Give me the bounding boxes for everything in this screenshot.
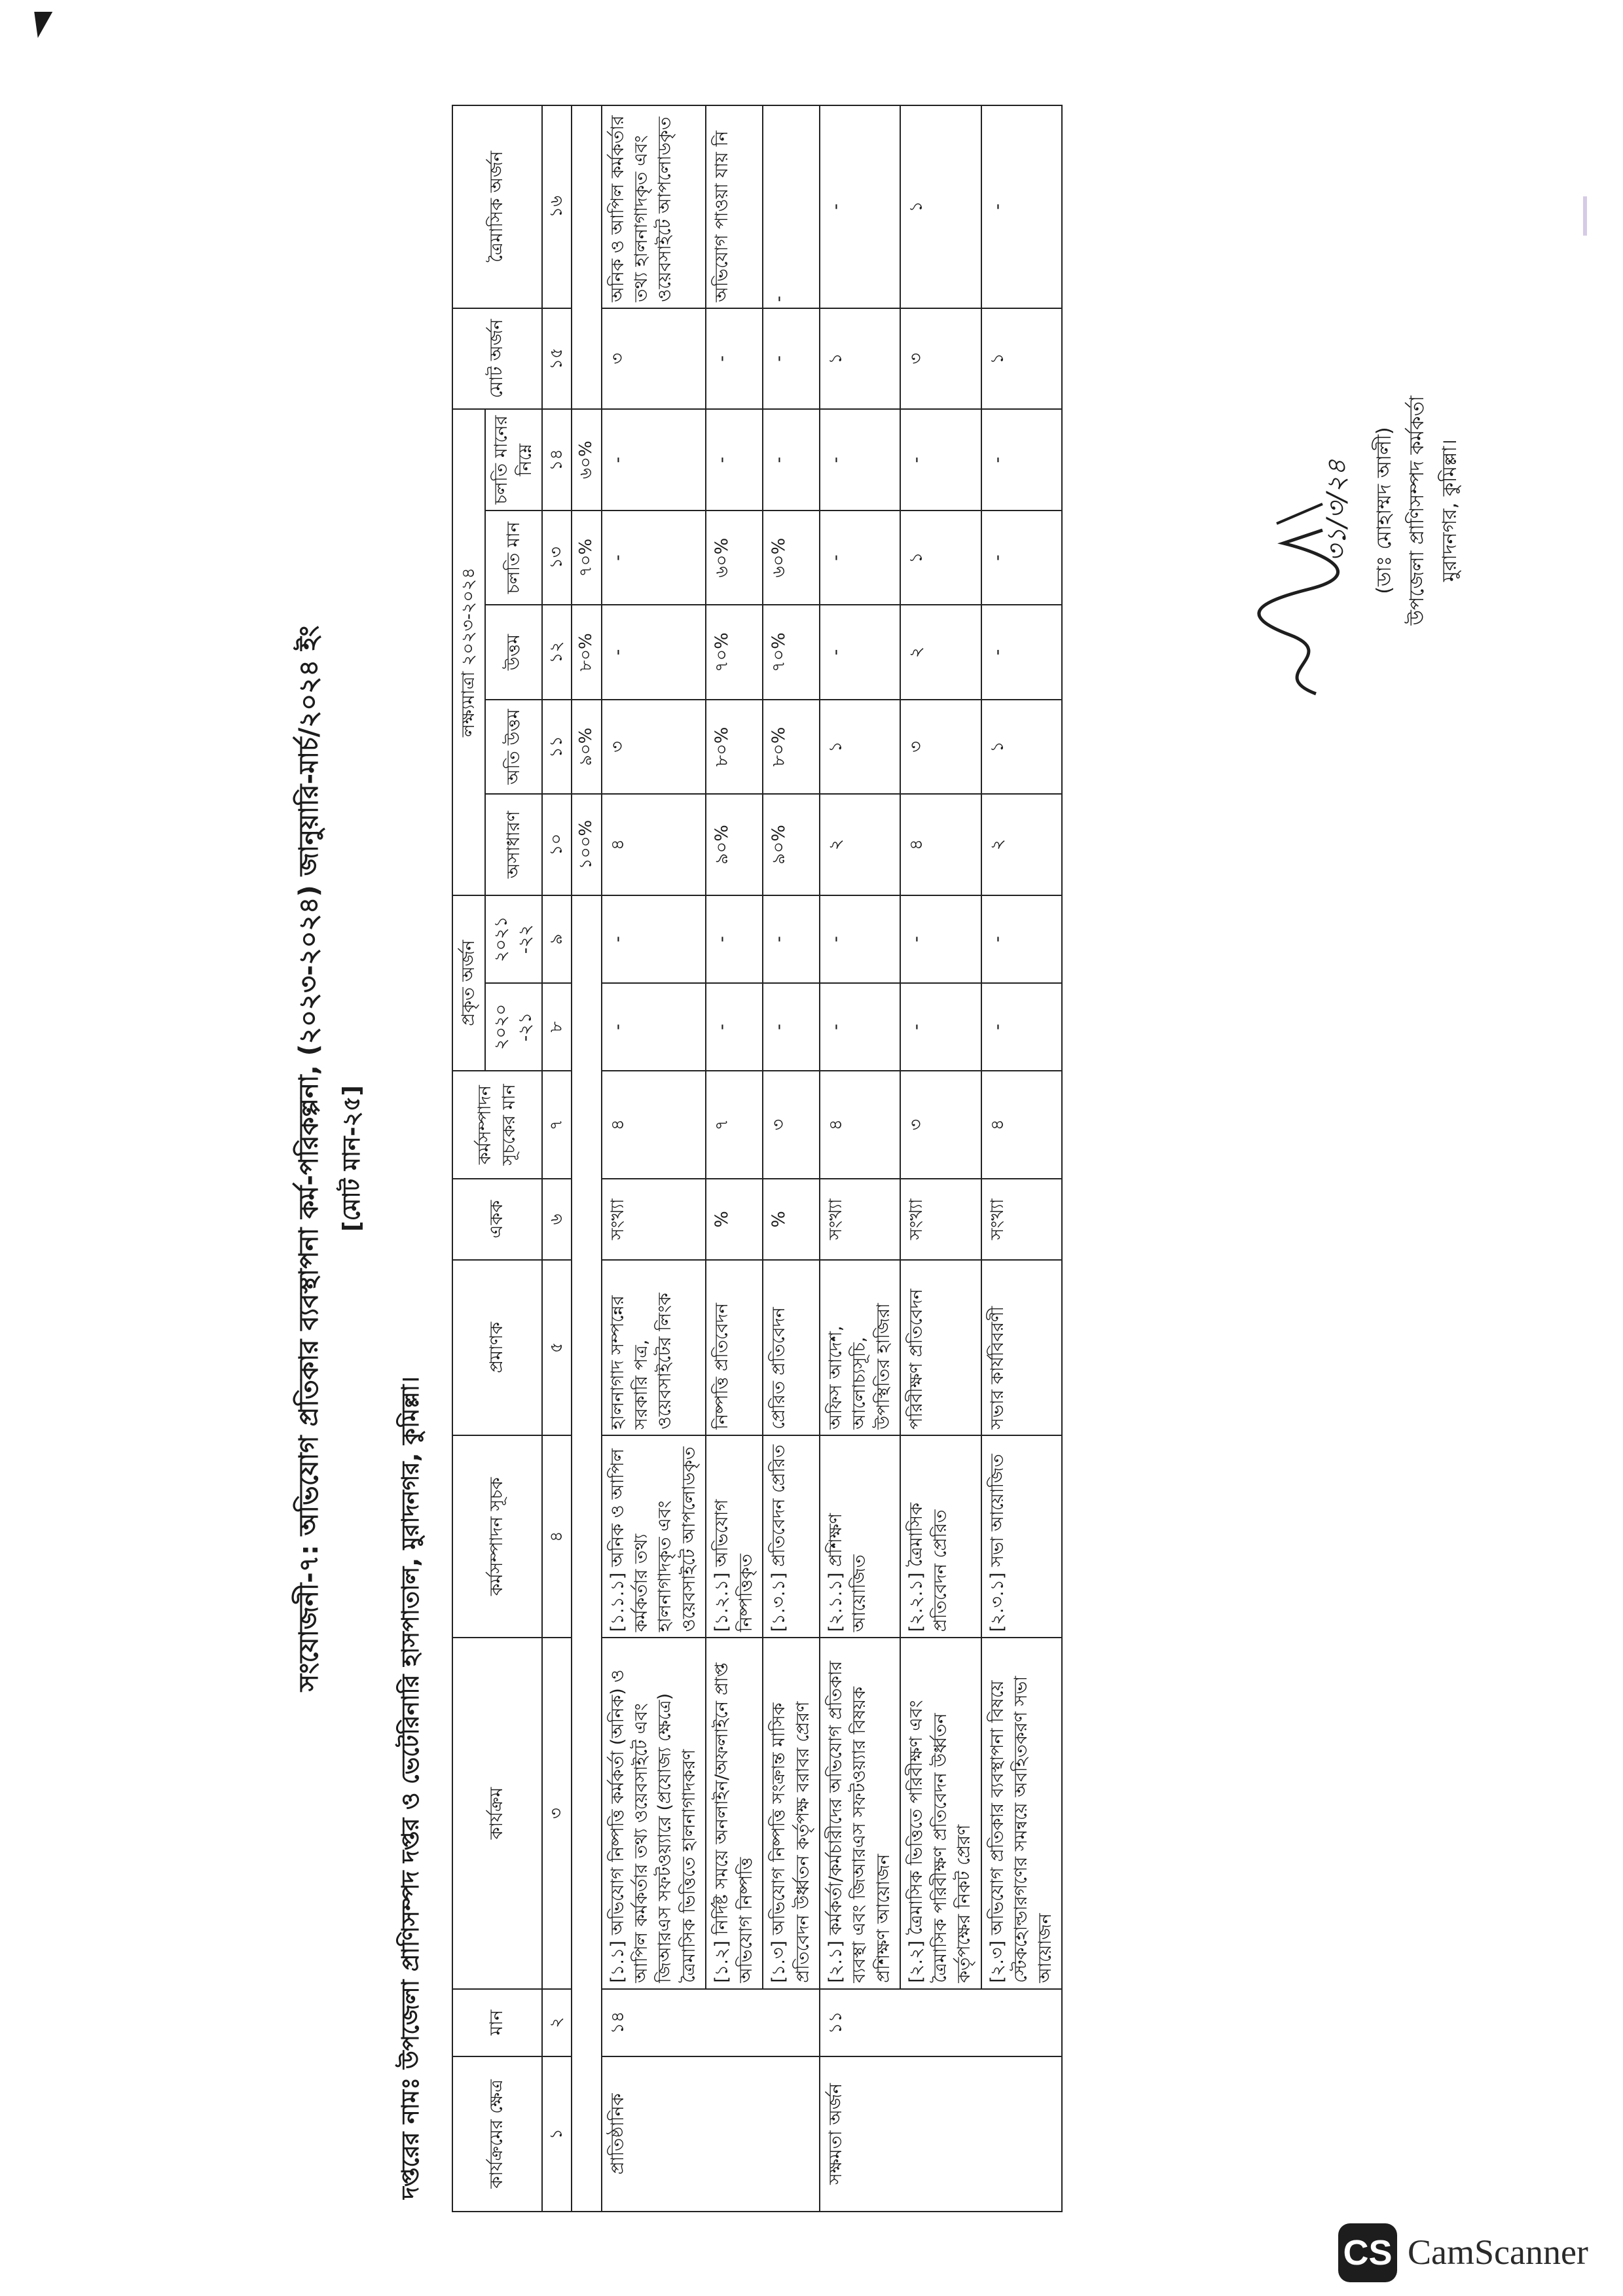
t-fair-cell: - [602, 511, 706, 605]
th-indicator: কর্মসম্পাদন সূচক [452, 1435, 542, 1638]
actual-y2-cell: - [602, 895, 706, 983]
evidence-cell: নিষ্পত্তি প্রতিবেদন [706, 1260, 763, 1435]
total-marks: [মোট মান-২৫] [338, 1085, 365, 1232]
t-very-good-cell: ১ [981, 700, 1062, 794]
t-very-good-cell: ৩ [602, 700, 706, 794]
area-mark: ১৪ [602, 1989, 820, 2056]
table-row [706, 105, 763, 2212]
th-t-very-good: অতি উত্তম [485, 700, 542, 794]
total-achieved-cell: ১ [981, 308, 1062, 410]
indicator-cell: [২.১.১] প্রশিক্ষণ আয়োজিত [820, 1435, 900, 1638]
th-area: কার্যক্রমের ক্ষেত্র [452, 2056, 542, 2212]
col-num: ৫ [542, 1260, 572, 1435]
total-achieved-cell: ১ [820, 308, 900, 410]
activity-cell: [১.২] নির্দিষ্ট সময়ে অনলাইন/অফলাইনে প্রাপ্ত অভিযোগ নিষ্পত্তি [706, 1638, 763, 1988]
t-below-cell: - [981, 409, 1062, 511]
total-achieved-cell: - [763, 308, 820, 410]
indicator-mark-cell: ৪ [981, 1071, 1062, 1179]
th-target: লক্ষ্যমাত্রা ২০২৩-২০২৪ [452, 409, 485, 895]
evidence-cell: হালনাগাদ সম্পন্নের সরকারি পত্র, ওয়েবসাইটের লিংক [602, 1260, 706, 1435]
t-fair-cell: - [981, 511, 1062, 605]
col-num: ১৬ [542, 105, 572, 308]
signatory-name: (ডাঃ মোহাম্মদ আলী) [1373, 427, 1396, 594]
th-t-excellent: অসাধারণ [485, 794, 542, 895]
actual-y1-cell: - [981, 983, 1062, 1071]
col-num: ১২ [542, 605, 572, 699]
t-below-cell: - [820, 409, 900, 511]
quarterly-cell: - [820, 105, 900, 308]
th-quarterly: ত্রৈমাসিক অর্জন [452, 105, 542, 308]
actual-y1-cell: - [602, 983, 706, 1071]
th-mark: মান [452, 1989, 542, 2056]
indicator-mark-cell: ৪ [820, 1071, 900, 1179]
action-plan-table [452, 105, 1063, 2212]
t-below-cell: - [602, 409, 706, 511]
th-evidence: প্রমাণক [452, 1260, 542, 1435]
t-good-cell: - [602, 605, 706, 699]
pct-fair: ৭০% [572, 511, 601, 605]
th-actual-y1: ২০২০ -২১ [485, 983, 542, 1071]
col-num: ১০ [542, 794, 572, 895]
t-excellent-cell: ৯০% [763, 794, 820, 895]
quarterly-cell: ১ [900, 105, 981, 308]
t-good-cell: ৭০% [763, 605, 820, 699]
indicator-cell: [২.৩.১] সভা আয়োজিত [981, 1435, 1062, 1638]
pct-excellent: ১০০% [572, 794, 601, 895]
table-row [820, 105, 900, 2212]
table-row [900, 105, 981, 2212]
actual-y1-cell: - [820, 983, 900, 1071]
t-below-cell: - [763, 409, 820, 511]
camscanner-logo-icon: CS [1338, 2223, 1397, 2282]
rotated-sheet [262, 79, 1539, 2238]
t-below-cell: - [706, 409, 763, 511]
signature-block [1231, 314, 1532, 707]
pct-very-good: ৯০% [572, 700, 601, 794]
actual-y1-cell: - [900, 983, 981, 1071]
t-below-cell: - [900, 409, 981, 511]
t-very-good-cell: ৮০% [763, 700, 820, 794]
th-t-fair: চলতি মান [485, 511, 542, 605]
col-num: ১৩ [542, 511, 572, 605]
indicator-mark-cell: ৩ [763, 1071, 820, 1179]
t-excellent-cell: ৪ [602, 794, 706, 895]
col-num: ৬ [542, 1179, 572, 1260]
evidence-cell: পরিবীক্ষণ প্রতিবেদন [900, 1260, 981, 1435]
col-num: ৩ [542, 1638, 572, 1988]
actual-y2-cell: - [763, 895, 820, 983]
signatory-designation: উপজেলা প্রাণিসম্পদ কর্মকর্তা [1406, 395, 1429, 626]
signatory-place: মুরাদনগর, কুমিল্লা। [1438, 439, 1461, 582]
camscanner-brand: CamScanner [1408, 2233, 1588, 2272]
document-title: সংযোজনী-৭: অভিযোগ প্রতিকার ব্যবস্থাপনা কর্ম-পরিকল্পনা, (২০২৩-২০২৪) জানুয়ারি-মার্চ/২০২৪ ইং [294, 625, 324, 1692]
quarterly-cell: - [981, 105, 1062, 308]
indicator-mark-cell: ৭ [706, 1071, 763, 1179]
indicator-mark-cell: ৪ [602, 1071, 706, 1179]
t-fair-cell: ১ [900, 511, 981, 605]
t-fair-cell: - [820, 511, 900, 605]
pct-good: ৮০% [572, 605, 601, 699]
col-num: ৮ [542, 983, 572, 1071]
office-name: দপ্তরের নামঃ উপজেলা প্রাণিসম্পদ দপ্তর ও ভেটেরিনারি হাসপাতাল, মুরাদনগর, কুমিল্লা। [397, 1376, 424, 2199]
t-fair-cell: ৬০% [763, 511, 820, 605]
actual-y2-cell: - [820, 895, 900, 983]
col-num: ২ [542, 1989, 572, 2056]
t-good-cell: - [820, 605, 900, 699]
unit-cell: সংখ্যা [820, 1179, 900, 1260]
activity-cell: [২.১] কর্মকর্তা/কর্মচারীদের অভিযোগ প্রতিকার ব্যবস্থা এবং জিআরএস সফটওয়্যার বিষয়ক প্রশিক্ষণ আয়োজন [820, 1638, 900, 1988]
activity-cell: [১.৩] অভিযোগ নিষ্পত্তি সংক্রান্ত মাসিক প্রতিবেদন উর্ধ্বতন কর্তৃপক্ষ বরাবর প্রেরণ [763, 1638, 820, 1988]
col-num: ১ [542, 2056, 572, 2212]
total-achieved-cell: ৩ [602, 308, 706, 410]
table-row [763, 105, 820, 2212]
quarterly-cell: অনিক ও আপিল কর্মকর্তার তথ্য হালনাগাদকৃত এবং ওয়েবসাইটে আপলোডকৃত [602, 105, 706, 308]
unit-cell: % [706, 1179, 763, 1260]
activity-cell: [২.৩] অভিযোগ প্রতিকার ব্যবস্থাপনা বিষয়ে স্টেকহোল্ডারগণের সমন্বয়ে অবহিতকরণ সভা আয়োজন [981, 1638, 1062, 1988]
total-achieved-cell: - [706, 308, 763, 410]
t-very-good-cell: ৮০% [706, 700, 763, 794]
t-excellent-cell: ৯০% [706, 794, 763, 895]
th-actual-y2: ২০২১ -২২ [485, 895, 542, 983]
actual-y1-cell: - [763, 983, 820, 1071]
t-very-good-cell: ১ [820, 700, 900, 794]
th-actual: প্রকৃত অর্জন [452, 895, 485, 1071]
t-excellent-cell: ২ [981, 794, 1062, 895]
header-row-1 [452, 105, 485, 2212]
column-number-row [542, 105, 572, 2212]
unit-cell: সংখ্যা [981, 1179, 1062, 1260]
col-num: ১৫ [542, 308, 572, 410]
th-t-good: উত্তম [485, 605, 542, 699]
t-good-cell: ২ [900, 605, 981, 699]
indicator-cell: [১.২.১] অভিযোগ নিষ্পত্তিকৃত [706, 1435, 763, 1638]
col-num: ১১ [542, 700, 572, 794]
t-excellent-cell: ২ [820, 794, 900, 895]
col-num: ৭ [542, 1071, 572, 1179]
th-indicator-mark: কর্মসম্পাদন সূচকের মান [452, 1071, 542, 1179]
indicator-cell: [১.১.১] অনিক ও আপিল কর্মকর্তার তথ্য হালনাগাদকৃত এবং ওয়েবসাইটে আপলোডকৃত [602, 1435, 706, 1638]
activity-cell: [১.১] অভিযোগ নিষ্পত্তি কর্মকর্তা (অনিক) ও আপিল কর্মকর্তার তথ্য ওয়েবসাইটে এবং জিআরএস সফটওয়্যারে (প্রযোজ্য ক্ষেত্রে) ত্রৈমাসিক ভিত্তিতে হালনাগাদকরণ [602, 1638, 706, 1988]
total-achieved-cell: ৩ [900, 308, 981, 410]
t-good-cell: ৭০% [706, 605, 763, 699]
th-total-achieved: মোট অর্জন [452, 308, 542, 410]
unit-cell: % [763, 1179, 820, 1260]
area-institutional: প্রাতিষ্ঠানিক [602, 2056, 820, 2212]
indicator-cell: [১.৩.১] প্রতিবেদন প্রেরিত [763, 1435, 820, 1638]
unit-cell: সংখ্যা [900, 1179, 981, 1260]
col-num: ৪ [542, 1435, 572, 1638]
area-capacity: সক্ষমতা অর্জন [820, 2056, 1062, 2212]
table-row [602, 105, 706, 2212]
evidence-cell: প্রেরিত প্রতিবেদন [763, 1260, 820, 1435]
actual-y2-cell: - [706, 895, 763, 983]
activity-cell: [২.২] ত্রৈমাসিক ভিত্তিতে পরিবীক্ষণ এবং ত্রৈমাসিক পরিবীক্ষণ প্রতিবেদন উর্ধ্বতন কর্তৃপক্ষের নিকট প্রেরণ [900, 1638, 981, 1988]
target-percent-row [572, 105, 601, 2212]
t-very-good-cell: ৩ [900, 700, 981, 794]
pct-below: ৬০% [572, 409, 601, 511]
actual-y1-cell: - [706, 983, 763, 1071]
t-excellent-cell: ৪ [900, 794, 981, 895]
quarterly-cell: - [763, 105, 820, 308]
th-unit: একক [452, 1179, 542, 1260]
actual-y2-cell: - [981, 895, 1062, 983]
t-fair-cell: ৬০% [706, 511, 763, 605]
evidence-cell: সভার কার্যবিবরণী [981, 1260, 1062, 1435]
indicator-mark-cell: ৩ [900, 1071, 981, 1179]
col-num: ৯ [542, 895, 572, 983]
th-t-below: চলতি মানের নিম্নে [485, 409, 542, 511]
signature-date: ৩১/৩/২৪ [1322, 459, 1352, 562]
area-mark: ১১ [820, 1989, 1062, 2056]
actual-y2-cell: - [900, 895, 981, 983]
quarterly-cell: অভিযোগ পাওয়া যায় নি [706, 105, 763, 308]
title-block [262, 79, 439, 2238]
indicator-cell: [২.২.১] ত্রৈমাসিক প্রতিবেদন প্রেরিত [900, 1435, 981, 1638]
unit-cell: সংখ্যা [602, 1179, 706, 1260]
col-num: ১৪ [542, 409, 572, 511]
th-activity: কার্যক্রম [452, 1638, 542, 1988]
evidence-cell: অফিস আদেশ, আলোচ্যসূচি, উপস্থিতির হাজিরা [820, 1260, 900, 1435]
table-row [981, 105, 1062, 2212]
t-good-cell: - [981, 605, 1062, 699]
